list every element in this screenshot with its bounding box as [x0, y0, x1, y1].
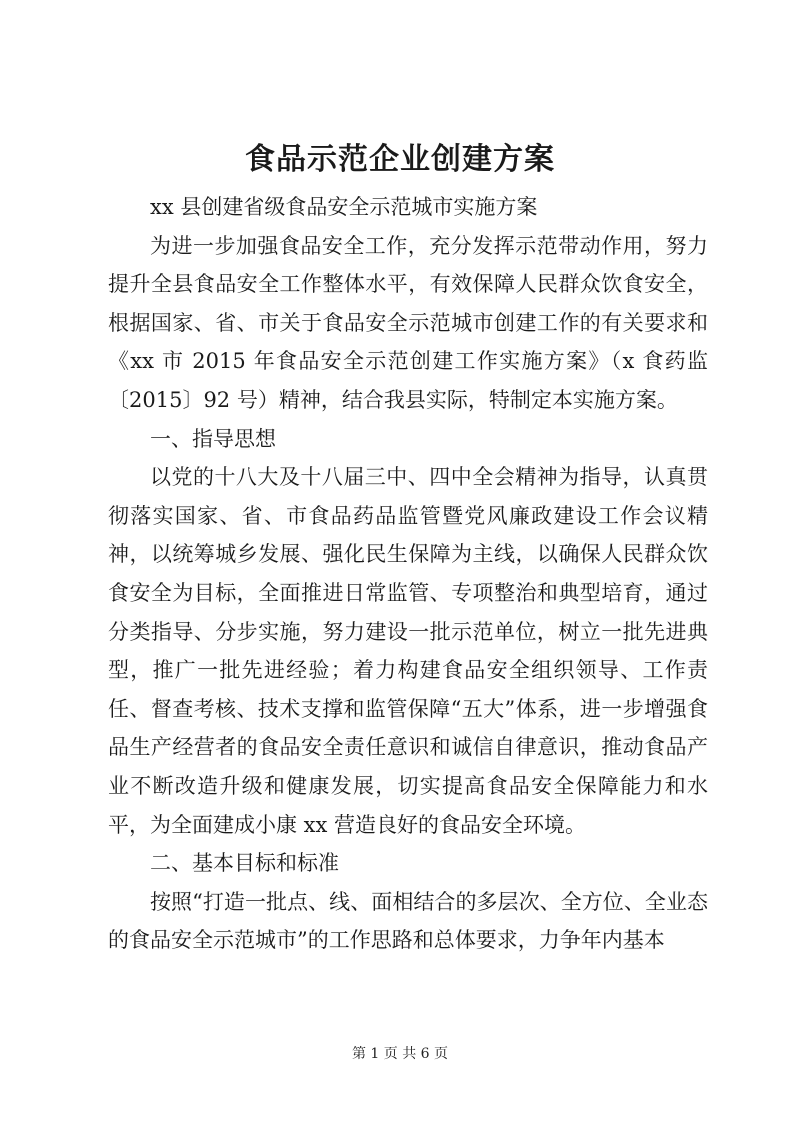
guiding-thought-paragraph: 以党的十八大及十八届三中、四中全会精神为指导，认真贯彻落实国家、省、市食品药品监管暨党风廉政建设工作会议精神，以统筹城乡发展、强化民生保障为主线，以确保人民群众饮食安全为目标，全面推进日常监管、专项整治和典型培育，通过分类指导、分步实施，努力建设一批示范单位，树立一批先进典型，推广一批先进经验；着力构建食品安全组织领导、工作责任、督查考核、技术支撑和监管保障“五大”体系，进一步增强食品生产经营者的食品安全责任意识和诚信自律意识，推动食品产业不断改造升级和健康发展，切实提高食品安全保障能力和水平，为全面建成小康 xx 营造良好的食品安全环境。 [108, 465, 708, 837]
section-heading-goals-standards: 二、基本目标和标准 [150, 851, 339, 876]
goals-standards-paragraph: 按照“打造一批点、线、面相结合的多层次、全方位、全业态的食品安全示范城市”的工作思路和总体要求，力争年内基本 [108, 889, 708, 953]
document-subtitle: xx 县创建省级食品安全示范城市实施方案 [150, 195, 538, 219]
section-heading-guiding-thought: 一、指导思想 [150, 426, 276, 451]
intro-paragraph: 为进一步加强食品安全工作，充分发挥示范带动作用，努力提升全县食品安全工作整体水平，有效保障人民群众饮食安全，根据国家、省、市关于食品安全示范城市创建工作的有关要求和《xx 市 2015 年食品安全示范创建工作实施方案》（x 食药监〔2015〕92 号）精神，结合我县实际，特制定本实施方案。 [108, 233, 708, 412]
document-title: 食品示范企业创建方案 [245, 142, 555, 177]
page-indicator: 第 1 页 共 6 页 [351, 1046, 449, 1062]
document-body [108, 188, 708, 960]
